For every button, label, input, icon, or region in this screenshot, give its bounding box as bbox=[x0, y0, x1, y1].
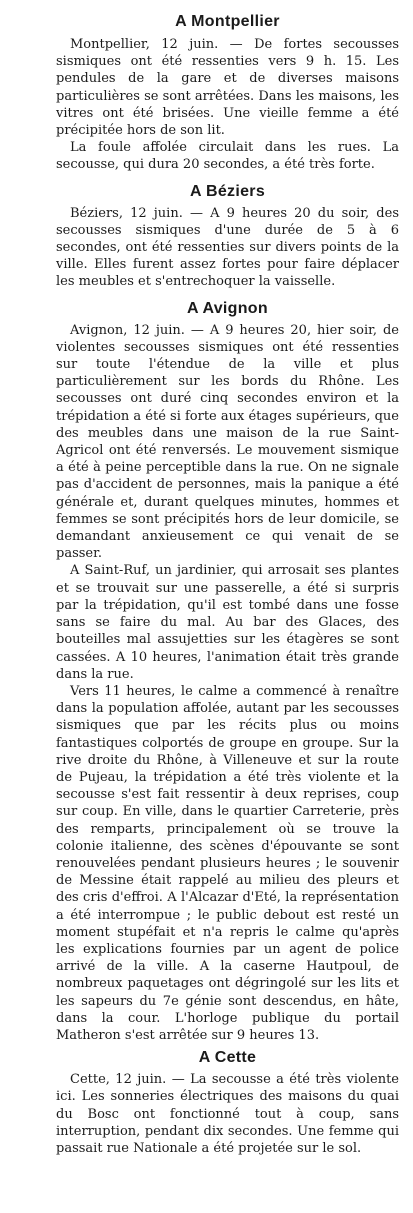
section-beziers bbox=[56, 182, 399, 291]
paragraph: Montpellier, 12 juin. — De fortes secousses sismiques ont été ressenties vers 9 h. 15. Les pendules de la gare et de diverses maisons particulières se sont arrêtées. Dans les maisons, les vitres ont été brisées. Une vieille femme a été précipitée hors de son lit. bbox=[56, 37, 399, 139]
section-title: A Béziers bbox=[189, 182, 266, 200]
paragraph: La foule affolée circulait dans les rues. La secousse, qui dura 20 secondes, a été très forte. bbox=[56, 140, 399, 173]
section-title: A Cette bbox=[198, 1049, 257, 1067]
paragraph: Avignon, 12 juin. — A 9 heures 20, hier soir, de violentes secousses sismiques ont été ressenties sur toute l'étendue de la ville et plus particulièrement sur les bords du Rhône. Les secousses ont duré cinq secondes environ et la trépidation a été si forte aux étages supérieurs, que des meubles dans une maison de la rue Saint-Agricol ont été renversés. Le mouvement sismique a été à peine perceptible dans la rue. On ne signale pas d'accident de personnes, mais la panique a été générale et, durant quelques minutes, hommes et femmes se sont précipités hors de leur domicile, se demandant anxieusement ce qui venait de se passer. bbox=[56, 322, 399, 562]
paragraph: Vers 11 heures, le calme a commencé à renaître dans la population affolée, autant par les secousses sismiques que par les récits plus ou moins fantastiques colportés de groupe en groupe. Sur la rive droite du Rhône, à Villeneuve et sur la route de Pujeau, la trépidation a été très violente et la secousse s'est fait ressentir à deux reprises, coup sur coup. En ville, dans le quartier Carreterie, près des remparts, principalement où se trouve la colonie italienne, des scènes d'épouvante se sont renouvelées pendant plusieurs heures ; le souvenir de Messine était rappelé au milieu des pleurs et des cris d'effroi. A l'Alcazar d'Eté, la représentation a été interrompue ; le public debout est resté un moment stupéfait et n'a repris le calme qu'après les explications fournies par un agent de police arrivé de la ville. A la caserne Hautpoul, de nombreux paquetages ont dégringolé sur les lits et les sapeurs du 7e génie sont descendus, en hâte, dans la cour. L'horloge publique du portail Matheron s'est arrêtée sur 9 heures 13. bbox=[56, 683, 399, 1043]
section-title: A Avignon bbox=[187, 299, 268, 317]
paragraph: Cette, 12 juin. — La secousse a été très violente ici. Les sonneries électriques des maisons du quai du Bosc ont fonctionné tout à coup, sans interruption, pendant dix secondes. Une femme qui passait rue Nationale a été projetée sur le sol. bbox=[56, 1072, 399, 1156]
section-cette bbox=[56, 1048, 399, 1157]
paragraph: Béziers, 12 juin. — A 9 heures 20 du soir, des secousses sismiques d'une durée de 5 à 6 secondes, ont été ressenties sur divers points de la ville. Elles furent assez fortes pour faire déplacer les meubles et s'entrechoquer la vaisselle. bbox=[56, 205, 399, 290]
newspaper-column bbox=[56, 12, 399, 1159]
section-title: A Montpellier bbox=[175, 13, 280, 30]
section-avignon bbox=[56, 299, 399, 1045]
section-montpellier bbox=[56, 12, 399, 174]
paragraph: A Saint-Ruf, un jardinier, qui arrosait ses plantes et se trouvait sur une passerelle, a été si surpris par la trépidation, qu'il est tombé dans une fosse sans se faire du mal. Au bar des Glaces, des bouteilles mal assujetties sur les étagères se sont cassées. A 10 heures, l'animation était très grande dans la rue. bbox=[56, 563, 399, 682]
